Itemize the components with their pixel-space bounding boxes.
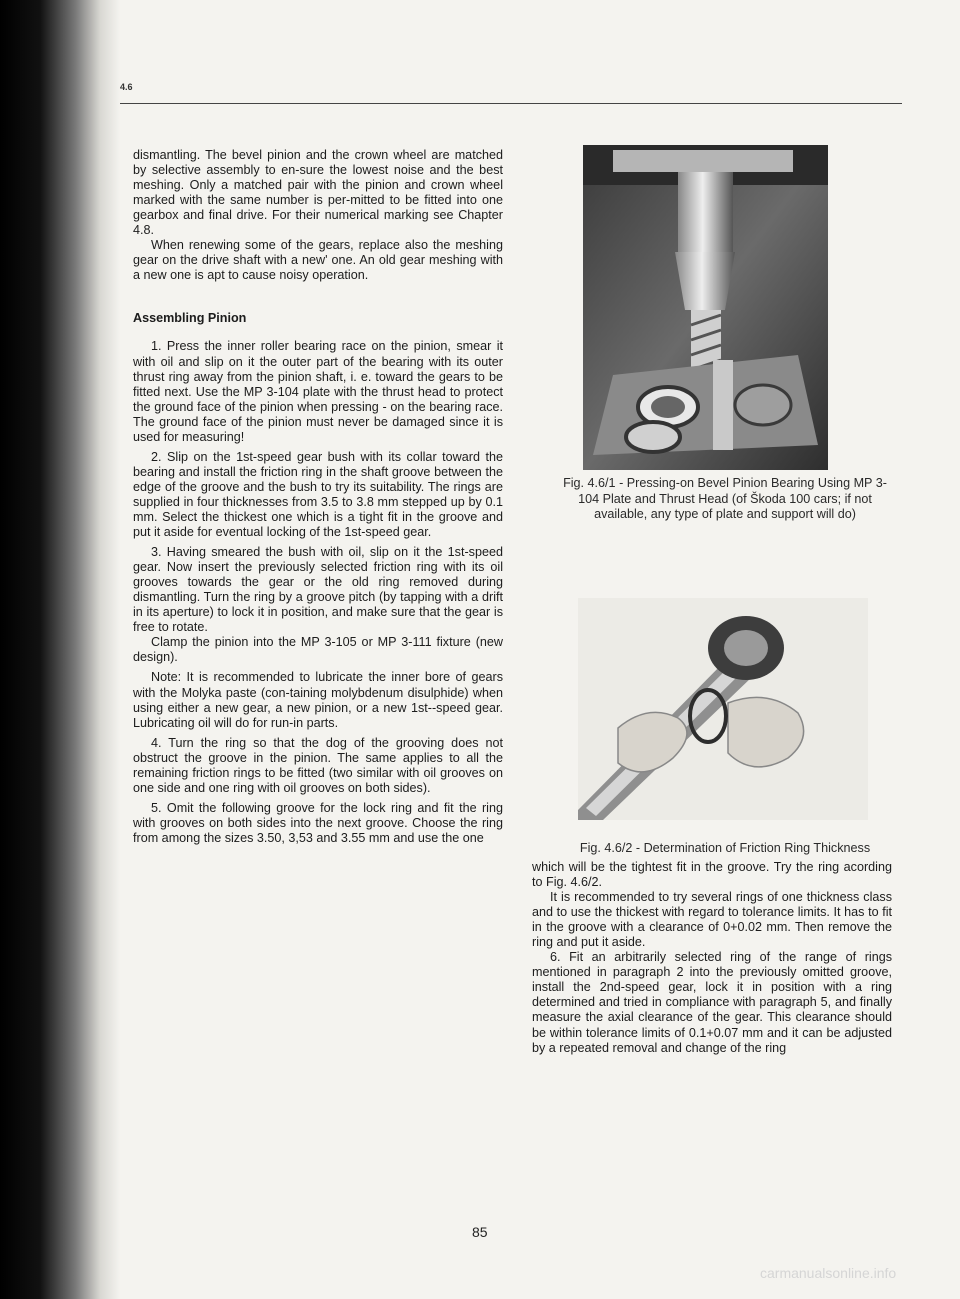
- step-4: 4. Turn the ring so that the dog of the grooving does not obstruct the groove in the pinion. The same applies to all the remaining friction rings to be fitted (two similar with oil grooves on one side and one ring with oil grooves on both sides).: [133, 735, 503, 795]
- figure-1-caption: Fig. 4.6/1 - Pressing-on Bevel Pinion Bearing Using MP 3-104 Plate and Thrust Head (of Škoda 100 cars; if not available, any type of plate and support will do): [563, 476, 887, 521]
- continuation-paragraph-1: which will be the tightest fit in the groove. Try the ring acording to Fig. 4.6/2.: [532, 860, 892, 890]
- step-3: 3. Having smeared the bush with oil, slip on it the 1st-speed gear. Now insert the previously selected friction ring with its oil grooves towards the gear or the old ring removed during dismantling. Turn the ring by a groove pitch (by tapping with a drift in its aperture) to lock it in position, and make sure that the gear is free to rotate.: [133, 545, 503, 635]
- figure-1-photo: [583, 145, 828, 470]
- bearing-press-illustration: [583, 145, 828, 470]
- page-number: 85: [472, 1224, 488, 1240]
- continuation-paragraph-2: It is recommended to try several rings of one thickness class and to use the thickest with regard to tolerance limits. It has to fit in the groove with a clearance of 0+0.02 mm. Then remove the ring and put it aside.: [532, 890, 892, 950]
- step-5: 5. Omit the following groove for the lock ring and fit the ring with grooves on both sides into the next groove. Choose the ring from among the sizes 3.50, 3,53 and 3.55 mm and use the one: [133, 800, 503, 845]
- intro-paragraph-1: dismantling. The bevel pinion and the crown wheel are matched by selective assembly to en-sure the lowest noise and the best meshing. Only a matched pair with the pinion and crown wheel marked with the same number is per-mitted to be fitted into one gearbox and final drive. For their numerical marking see Chapter 4.8.: [133, 148, 503, 238]
- right-column: [532, 860, 892, 1056]
- note-paragraph: Note: It is recommended to lubricate the inner bore of gears with the Molyka paste (con-taining molybdenum disulphide) when using either a new gear, a new pinion, or a new 1st--speed gear. Lubricating oil will do for run-in parts.: [133, 670, 503, 730]
- binding-shadow: [0, 0, 120, 1299]
- clamp-instruction: Clamp the pinion into the MP 3-105 or MP 3-111 fixture (new design).: [133, 635, 503, 665]
- watermark: carmanualsonline.info: [760, 1265, 897, 1281]
- friction-ring-illustration: [578, 598, 868, 820]
- figure-2-caption: Fig. 4.6/2 - Determination of Friction Ring Thickness: [579, 841, 871, 855]
- step-2: 2. Slip on the 1st-speed gear bush with its collar toward the bearing and install the friction ring in the shaft groove between the edge of the groove and the bush to try its suitability. The rings are supplied in four thicknesses from 3.5 to 3.8 mm stepped up by 0.1 mm. Select the thickest one which is a tight fit in the groove and put it aside for eventual locking of the 1st-speed gear.: [133, 449, 503, 540]
- step-6: 6. Fit an arbitrarily selected ring of the range of rings mentioned in paragraph 2 into the previously omitted groove, install the 2nd-speed gear, lock it in position with a ring determined and tried in compliance with paragraph 5, and finally measure the axial clearance of the gear. This clearance should be within tolerance limits of 0.1+0.07 mm and it can be adjusted by a repeated removal and change of the ring: [532, 950, 892, 1055]
- section-heading: Assembling Pinion: [133, 311, 247, 326]
- section-tag: 4.6: [120, 82, 133, 92]
- header-rule: [120, 103, 902, 104]
- intro-paragraph-2: When renewing some of the gears, replace also the meshing gear on the drive shaft with a new' one. An old gear meshing with a new one is apt to cause noisy operation.: [133, 238, 503, 283]
- step-1: 1. Press the inner roller bearing race on the pinion, smear it with oil and slip on it the outer part of the bearing with its outer thrust ring away from the pinion shaft, i. e. toward the gears to be fitted next. Use the MP 3-104 plate with the thrust head to protect the ground face of the pinion when pressing - on the bearing race. The ground face of the pinion must never be damaged since it is used for measuring!: [133, 339, 503, 444]
- left-column: [133, 148, 503, 846]
- figure-2-photo: [578, 598, 868, 820]
